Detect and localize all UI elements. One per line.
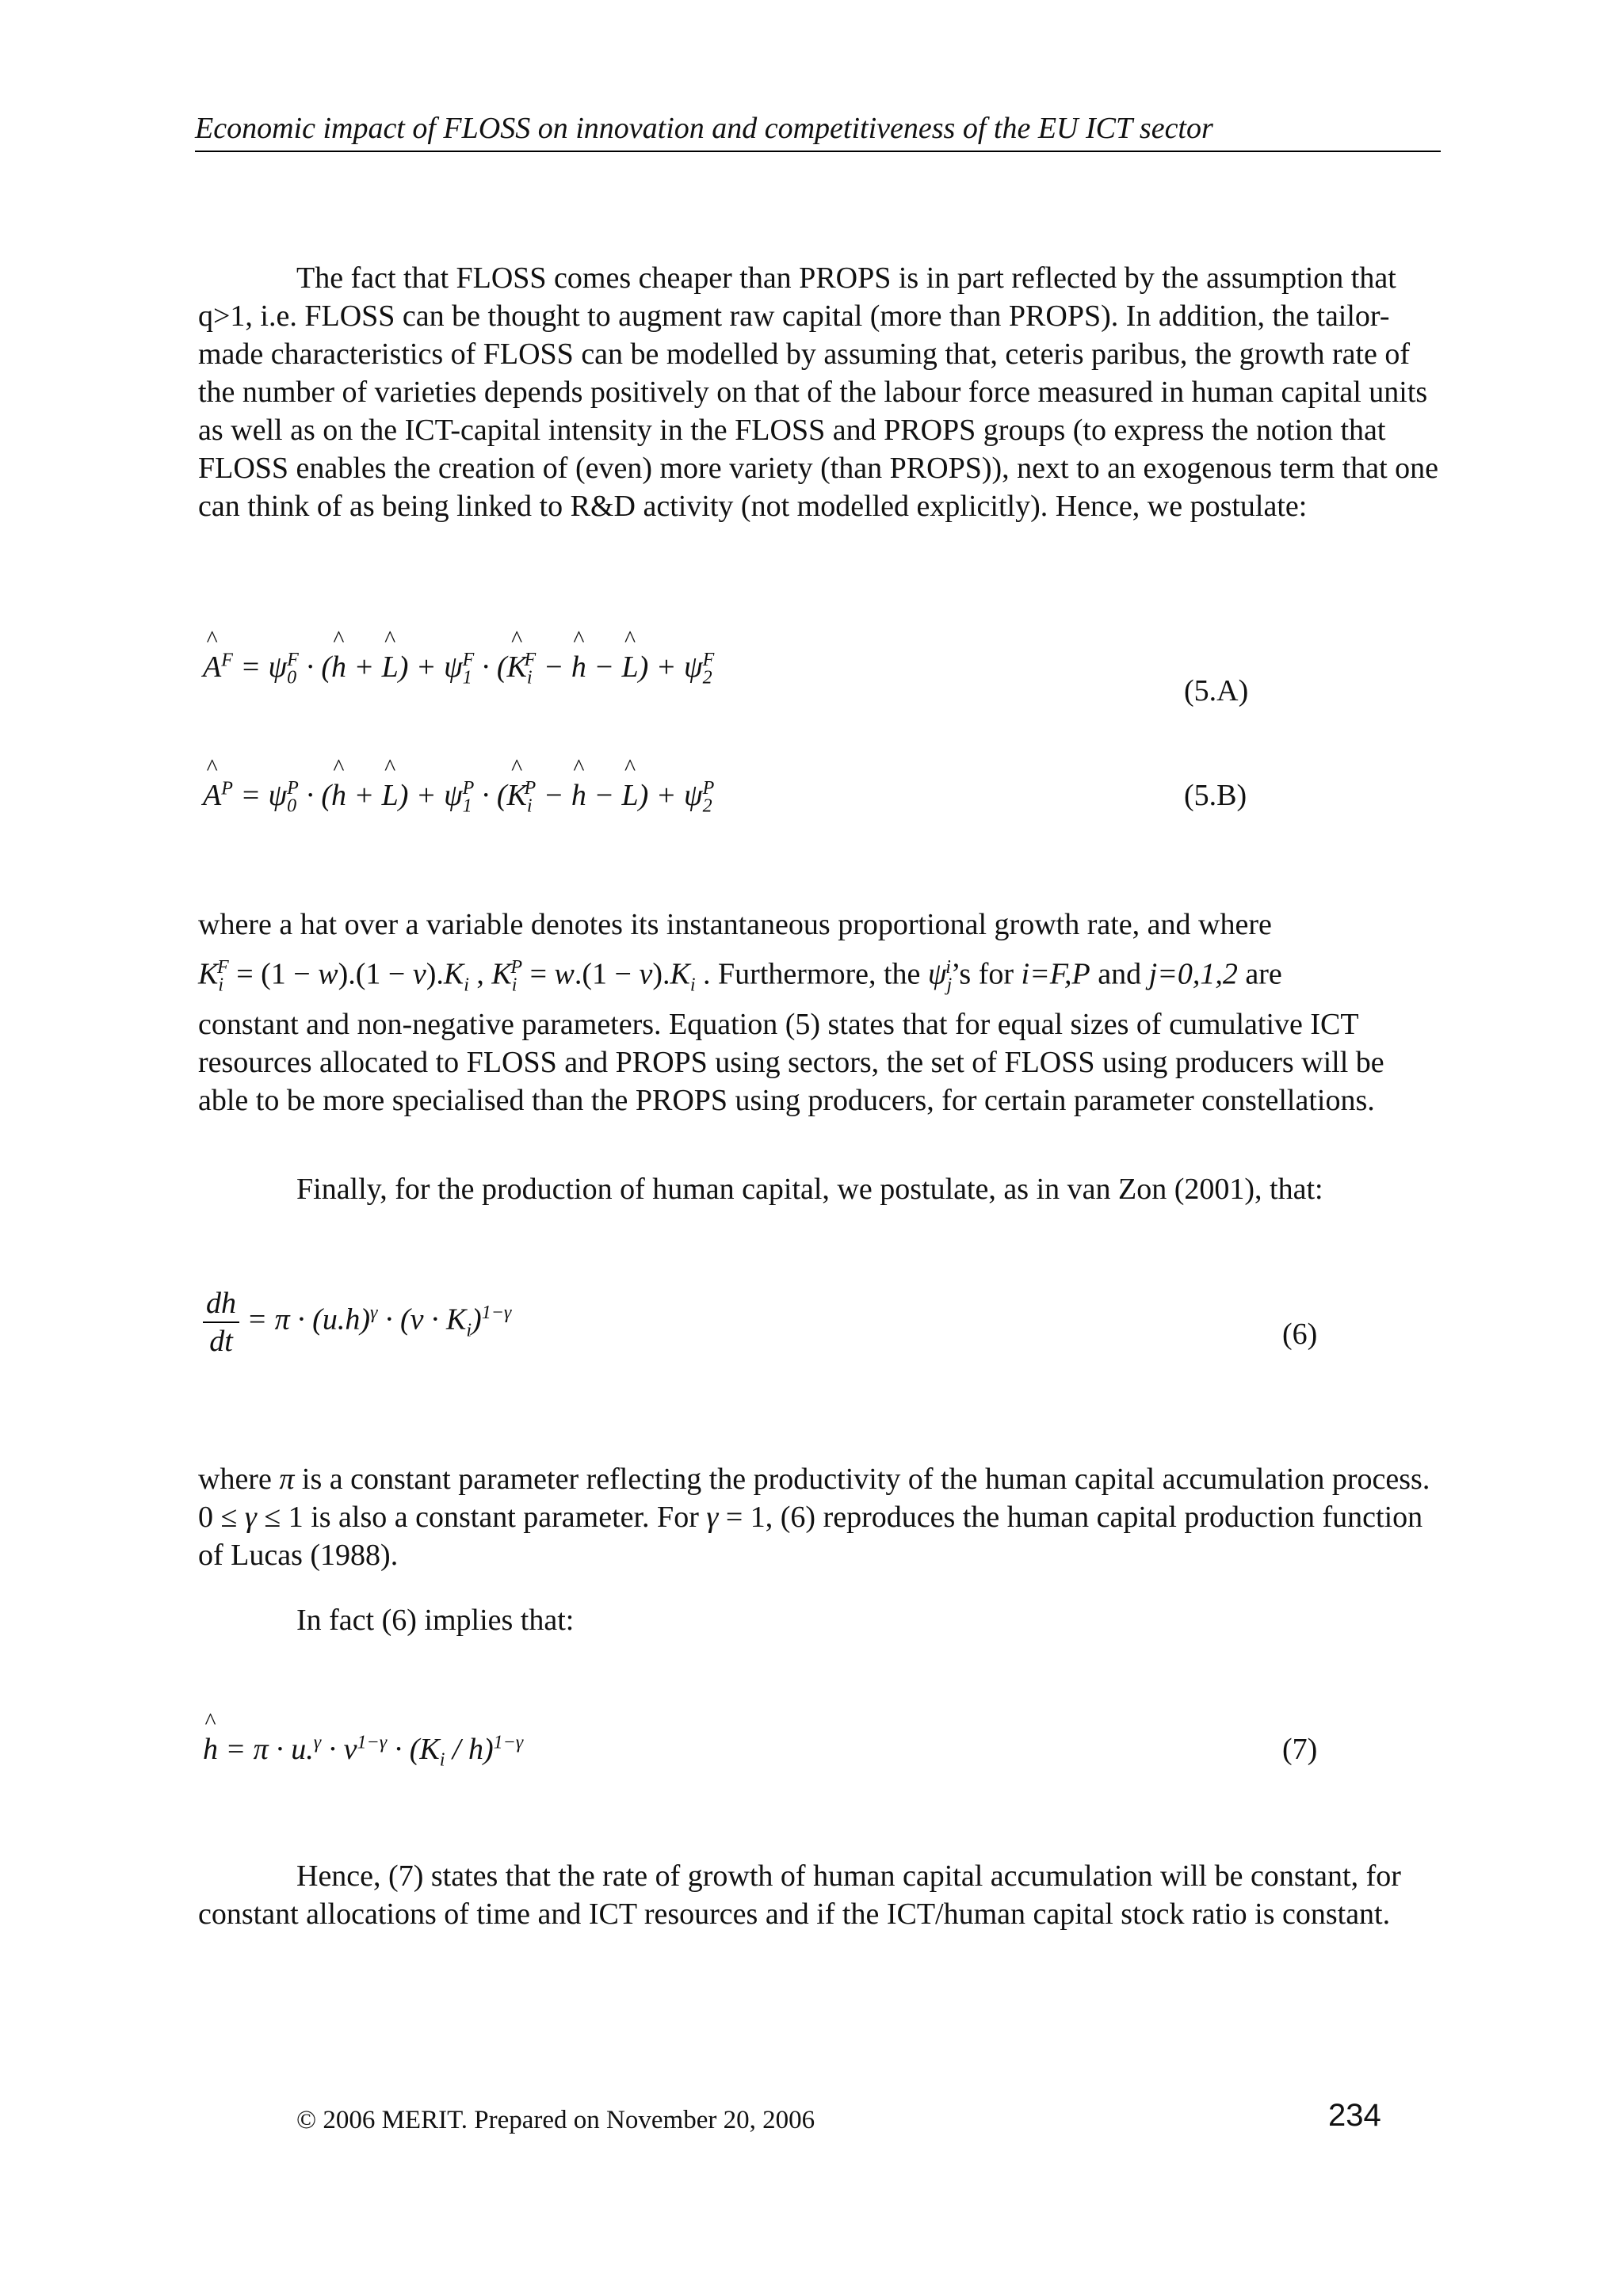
paragraph-5-text: In fact (6) implies that: — [296, 1604, 575, 1637]
paragraph-3-text: Finally, for the production of human capital, we postulate, as in van Zon (2001), that: — [296, 1173, 1323, 1206]
paragraph-2-index-j: j=0,1,2 — [1148, 957, 1238, 991]
paragraph-1-text: The fact that FLOSS comes cheaper than PROPS is in part reflected by the assumption that q>1, i.e. FLOSS can be thought to augment raw capital (more than PROPS). In addition, the tailor-made characteristics of FLOSS can be modelled by assuming that, ceteris paribus, the growth rate of the number of varieties depends positively on that of the labour force measured in human capital units as well as on the ICT-capital intensity in the FLOSS and PROPS groups (to express the notion that FLOSS enables the creation of (even) more variety (than PROPS)), next to an exogenous term that one can think of as being linked to R&D activity (not modelled explicitly). Hence, we postulate: — [198, 261, 1438, 523]
paragraph-3 — [198, 1170, 1438, 1208]
paragraph-4-text: where π is a constant parameter reflecting the productivity of the human capital accumulation process. 0 ≤ γ ≤ 1 is also a constant parameter. For γ = 1, (6) reproduces the human capital production function of Lucas (1988). — [198, 1463, 1430, 1572]
paragraph-4-part-a: is a constant parameter reflecting the productivity of the human capital accumulation process. — [301, 1463, 1430, 1496]
paragraph-2 — [198, 906, 1438, 1119]
equation-5a-number: (5.A) — [1184, 674, 1249, 707]
equation-5a: ^ $A^F = \psi_0^F$ · (^ h + ^ $L) + \psi_1^F$ · (^ $K_i^F$ − ^ h − ^ $L) + \psi_2^F$ — [203, 650, 714, 689]
paragraph-4-part-b: is also a constant parameter. For — [311, 1501, 699, 1534]
paragraph-2-furthermore: . Furthermore, the — [703, 957, 921, 991]
running-header: Economic impact of FLOSS on innovation and competitiveness of the EU ICT sector — [195, 109, 1441, 152]
equation-6-number: (6) — [1282, 1318, 1318, 1351]
paragraph-6 — [198, 1857, 1438, 1933]
paragraph-2-and: and — [1098, 957, 1142, 991]
paragraph-5 — [198, 1601, 1438, 1639]
equation-6: $\frac{dh}{dt}$ = $\pi \cdot (u.h)^\gamma \cdot (v \cdot K_i)^{1-\gamma}$ — [203, 1285, 511, 1360]
paragraph-2-rest: constant and non-negative parameters. Equation (5) states that for equal sizes of cumulative ICT resources allocated to FLOSS and PROPS using sectors, the set of FLOSS using producers will be able to be more specialised than the PROPS using producers, for certain parameter constellations. — [198, 1008, 1384, 1118]
page-number: 234 — [1328, 2098, 1381, 2133]
paragraph-6-text: Hence, (7) states that the rate of growth of human capital accumulation will be constant, for constant allocations of time and ICT resources and if the ICT/human capital stock ratio is constant. — [198, 1859, 1401, 1931]
paragraph-4 — [198, 1460, 1438, 1574]
paragraph-1 — [198, 259, 1438, 525]
equation-7: ^ $h = \pi \cdot u.^\gamma \cdot v^{1-\gamma} \cdot (K_i / h)^{1-\gamma}$ — [203, 1732, 523, 1772]
paragraph-4-part-c: , (6) reproduces the human capital production function of Lucas (1988). — [198, 1501, 1423, 1572]
equation-5b: ^ $A^P = \psi_0^P$ · (^ h + ^ $L) + \psi_1^P$ · (^ $K_i^P$ − ^ h − ^ $L) + \psi_2^P$ — [203, 778, 714, 818]
paragraph-2-line-2: $K_i^F = (1 - w).(1 - v).K_i$ , $K_i^P = w.(1 - v).K_i$ . Furthermore, the $\psi_j^i’s$ for i=F,P and j=0,1,2 are — [198, 957, 1282, 996]
equation-7-number: (7) — [1282, 1733, 1318, 1766]
equation-5b-number: (5.B) — [1184, 779, 1247, 812]
footer-copyright: © 2006 MERIT. Prepared on November 20, 2006 — [296, 2106, 815, 2134]
paragraph-2-line-1: where a hat over a variable denotes its instantaneous proportional growth rate, and where — [198, 908, 1272, 941]
paragraph-2-are: are — [1245, 957, 1282, 991]
paragraph-2-s-for: ’s for — [950, 957, 1014, 991]
paragraph-4-where: where — [198, 1463, 272, 1496]
paragraph-2-index-i: i=F,P — [1021, 957, 1090, 991]
